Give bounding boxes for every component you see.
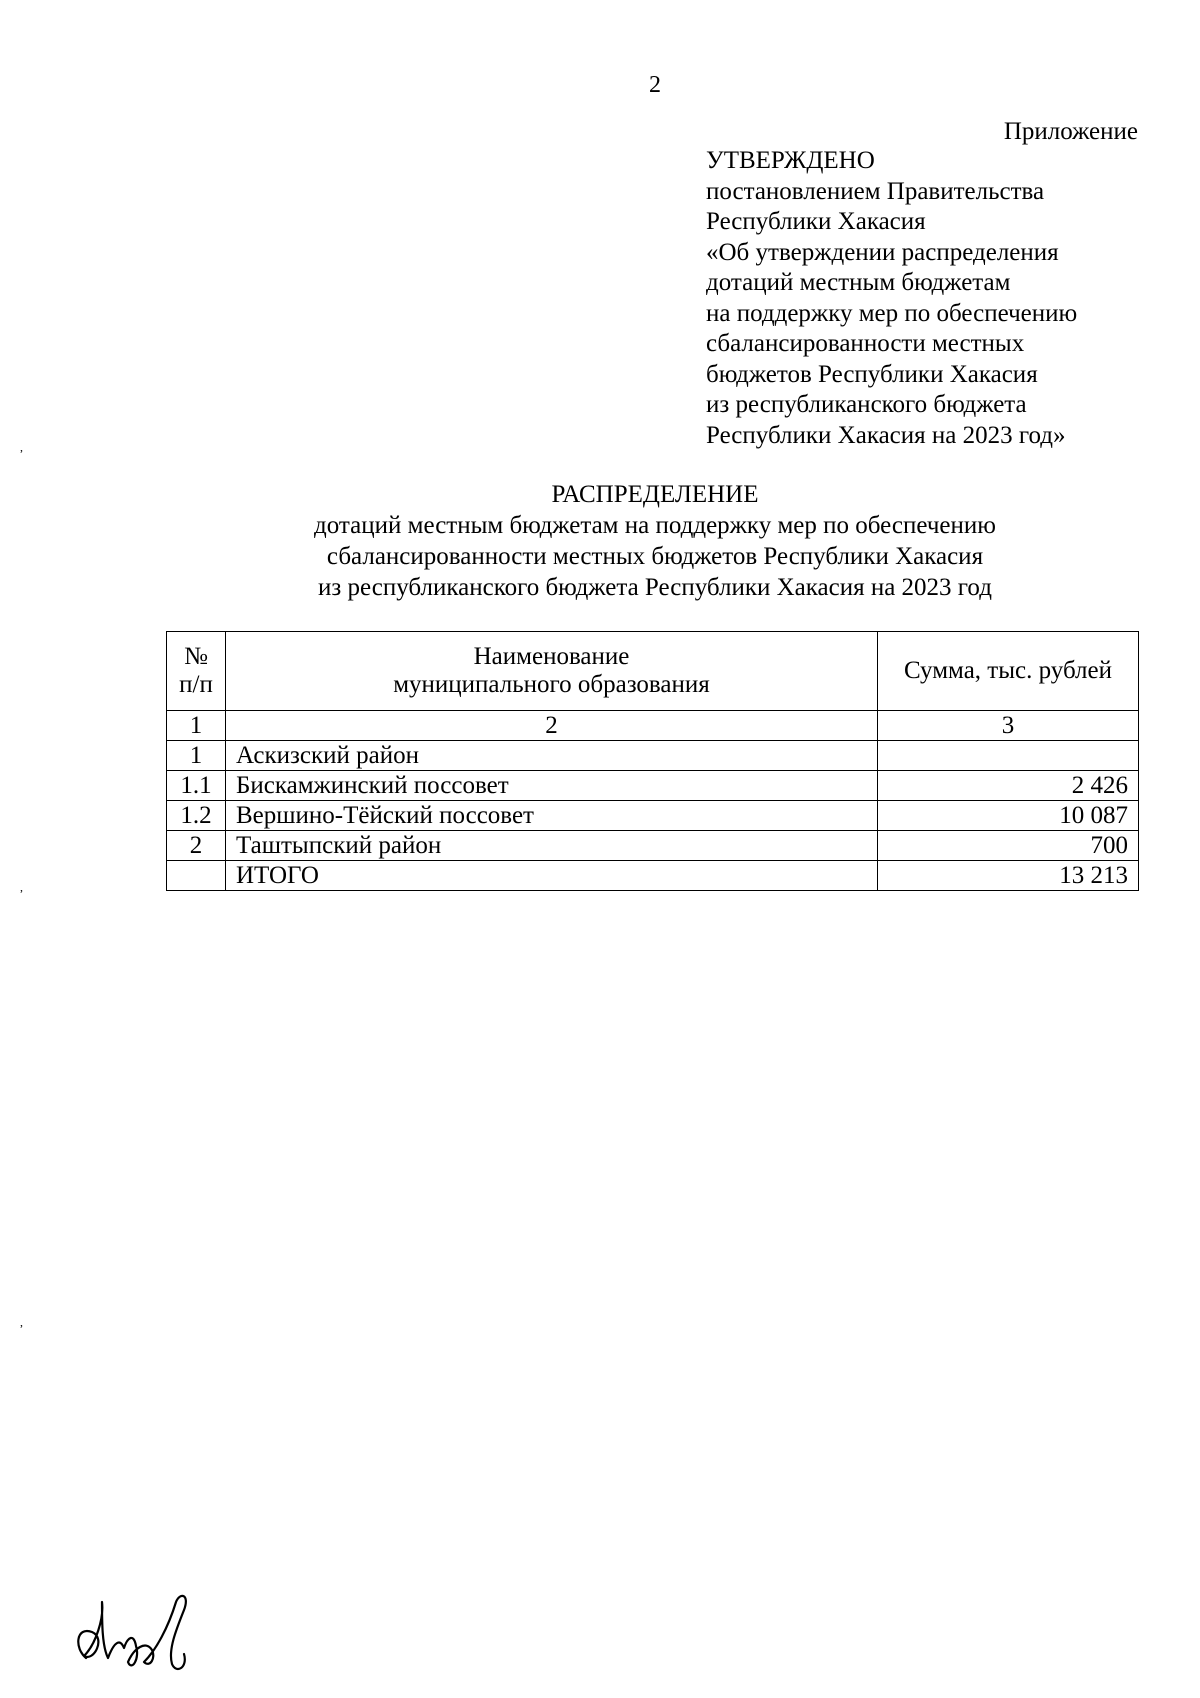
row-sum: 13 213 [878,861,1139,891]
approval-line: бюджетов Республики Хакасия [706,360,1038,388]
distribution-heading: РАСПРЕДЕЛЕНИЕ [551,481,759,508]
column-number-cell: 3 [878,711,1139,741]
row-number: 1 [167,741,226,771]
signature-icon [72,1588,222,1678]
table-row [167,801,1139,831]
distribution-subtitle-line: дотаций местным бюджетам на поддержку мер по обеспечению [314,512,996,539]
row-sum: 700 [878,831,1139,861]
column-number-cell: 2 [226,711,878,741]
approval-line: УТВЕРЖДЕНО [706,147,875,174]
table-row [167,741,1139,771]
page-number: 2 [649,72,661,98]
row-name: ИТОГО [226,861,878,891]
approval-line: «Об утверждении распределения [706,238,1059,266]
header-name-line2: муниципального образования [393,671,710,698]
row-number: 1.1 [167,771,226,801]
table-header-row [167,632,1139,711]
row-name: Аскизский район [226,741,878,771]
distribution-subtitle-line: сбалансированности местных бюджетов Республики Хакасия [326,543,984,570]
header-name [226,632,878,711]
approval-line: сбалансированности местных [706,330,1025,357]
header-number [167,632,226,711]
distribution-subtitle-line: из республиканского бюджета Республики Хакасия на 2023 год [318,574,992,601]
approval-line: постановлением Правительства [706,177,1045,205]
scan-mark: , [20,880,23,894]
appendix-label: Приложение [1003,118,1138,145]
approval-line: дотаций местным бюджетам [706,269,1011,296]
row-number [167,861,226,891]
table-row [167,771,1139,801]
scan-mark: , [20,1315,23,1329]
row-number: 2 [167,831,226,861]
column-number-cell: 1 [167,711,226,741]
row-sum: 10 087 [878,801,1139,831]
distribution-table [166,631,1139,891]
approval-line: Республики Хакасия [706,208,926,235]
row-name: Бискамжинский поссовет [226,771,878,801]
total-row [167,861,1139,891]
row-name: Таштыпский район [226,831,878,861]
header-sum: Сумма, тыс. рублей [878,632,1139,711]
row-sum [878,741,1139,771]
scan-mark: , [20,440,23,454]
header-number-abbrev: п/п [179,671,213,698]
table-row [167,831,1139,861]
row-sum: 2 426 [878,771,1139,801]
row-name: Вершино-Тёйский поссовет [226,801,878,831]
distribution-title [0,479,1200,603]
header-number-symbol: № [184,643,208,670]
column-number-row [167,711,1139,741]
row-number: 1.2 [167,801,226,831]
approval-block [706,146,1077,451]
approval-line: на поддержку мер по обеспечению [706,299,1078,327]
approval-line: Республики Хакасия на 2023 год» [706,421,1066,449]
header-name-line1: Наименование [473,643,630,670]
approval-line: из республиканского бюджета [706,391,1027,418]
